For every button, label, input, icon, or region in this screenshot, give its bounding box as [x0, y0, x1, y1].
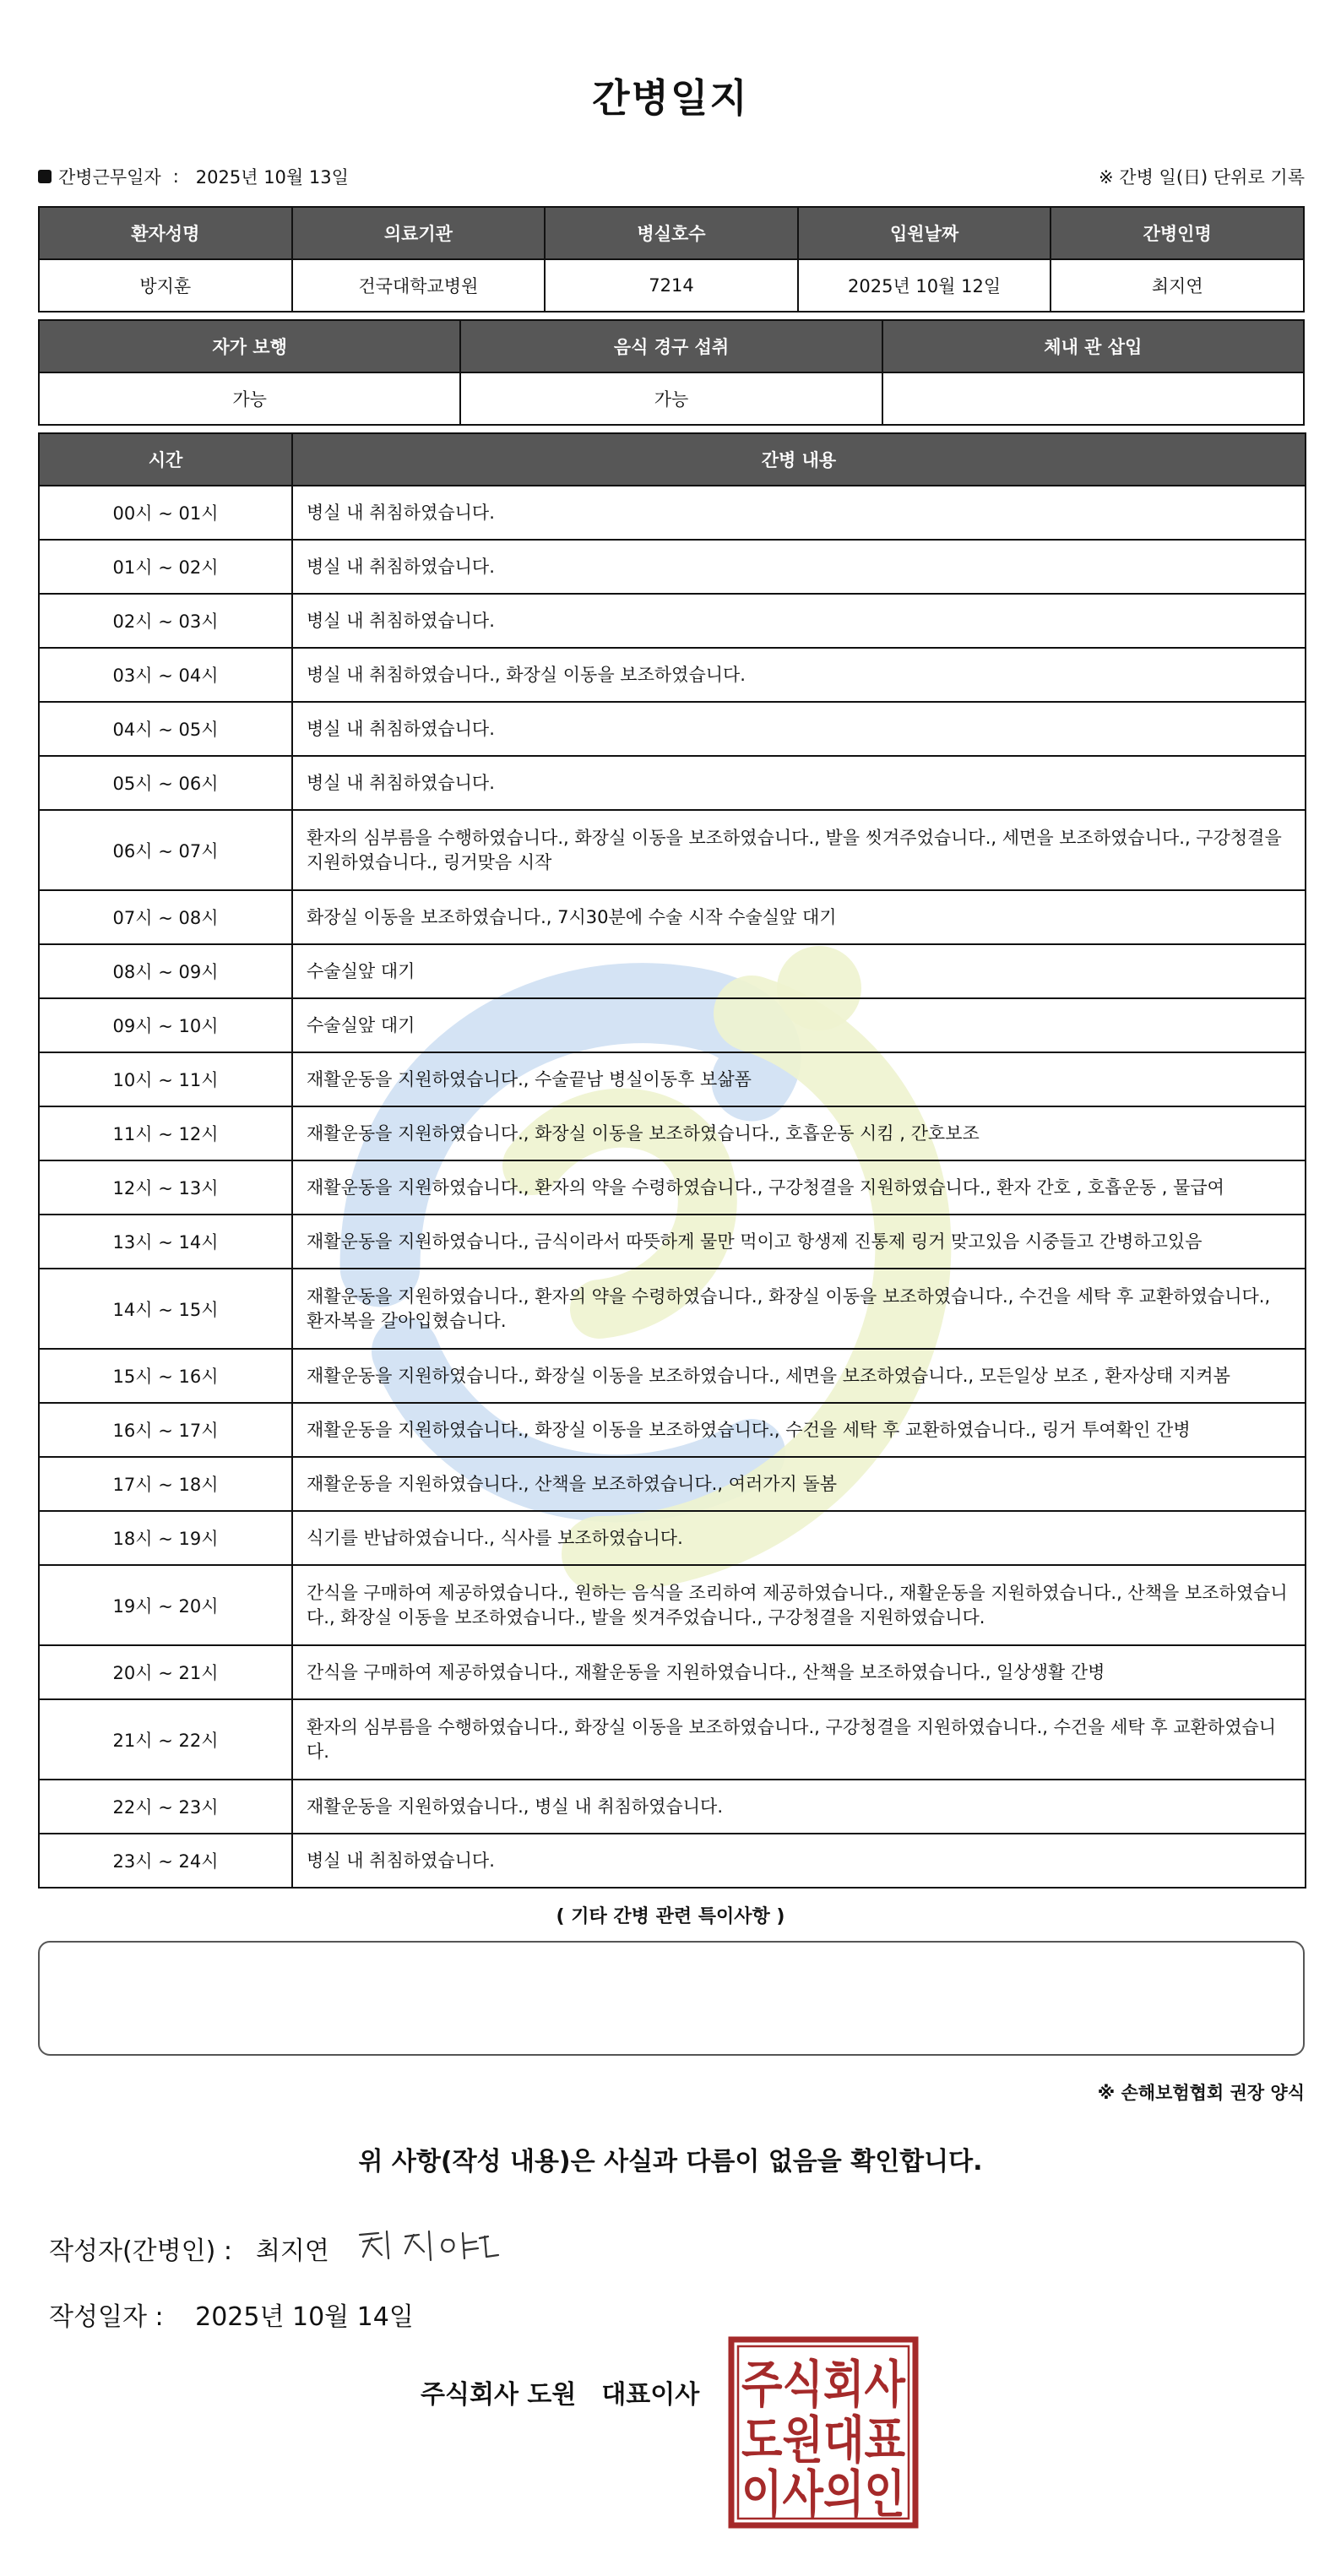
time-cell: 01시 ~ 02시: [39, 540, 292, 594]
time-cell: 10시 ~ 11시: [39, 1052, 292, 1106]
written-date-value: 2025년 10월 14일: [195, 2302, 414, 2332]
content-cell: 수술실앞 대기: [292, 998, 1306, 1052]
content-cell: 화장실 이동을 보조하였습니다., 7시30분에 수술 시작 수술실앞 대기: [292, 890, 1306, 944]
svg-text:이사의인: 이사의인: [741, 2465, 905, 2524]
time-cell: 07시 ~ 08시: [39, 890, 292, 944]
record-unit-note: ※ 간병 일(日) 단위로 기록: [1099, 167, 1305, 187]
content-cell: 간식을 구매하여 제공하였습니다., 원하는 음식을 조리하여 제공하였습니다., 재활운동을 지원하였습니다., 산책을 보조하였습니다., 화장실 이동을 보조하였습니다., 발을 씻겨주었습니다., 구강청결을 지원하였습니다.: [292, 1565, 1306, 1645]
content-cell: 수술실앞 대기: [292, 944, 1306, 998]
table-row: [39, 1403, 1306, 1457]
table-row: [39, 1645, 1306, 1699]
header-patient-name: 환자성명: [39, 207, 292, 259]
table-row: [39, 756, 1306, 810]
header-time: 시간: [39, 433, 292, 486]
content-cell: 병실 내 취침하였습니다., 화장실 이동을 보조하였습니다.: [292, 648, 1306, 702]
content-cell: 재활운동을 지원하였습니다., 수술끝남 병실이동후 보삶폼: [292, 1052, 1306, 1106]
patient-status-value-row: [39, 372, 1304, 425]
table-row: [39, 486, 1306, 540]
company-seal-stamp: [728, 2336, 919, 2529]
time-cell: 03시 ~ 04시: [39, 648, 292, 702]
table-row: [39, 1565, 1306, 1645]
caregiver-name-value: 최지연: [1051, 259, 1304, 312]
work-date-colon: :: [172, 166, 179, 187]
patient-info-value-row: [39, 259, 1304, 312]
company-signature-line: [421, 2373, 699, 2410]
header-admission-date: 입원날짜: [798, 207, 1051, 259]
care-log-table: [38, 432, 1306, 1889]
table-row: [39, 1106, 1306, 1160]
bullet-square-icon: [38, 170, 52, 183]
time-cell: 16시 ~ 17시: [39, 1403, 292, 1457]
header-oral-intake: 음식 경구 섭취: [460, 320, 882, 372]
content-cell: 재활운동을 지원하였습니다., 병실 내 취침하였습니다.: [292, 1780, 1306, 1834]
content-cell: 재활운동을 지원하였습니다., 화장실 이동을 보조하였습니다., 세면을 보조하였습니다., 모든일상 보조 , 환자상태 지켜봄: [292, 1349, 1306, 1403]
remarks-title: ( 기타 간병 관련 특이사항 ): [556, 1906, 785, 1927]
content-cell: 병실 내 취침하였습니다.: [292, 594, 1306, 648]
self-walking-value: 가능: [39, 372, 460, 425]
content-cell: 재활운동을 지원하였습니다., 화장실 이동을 보조하였습니다., 수건을 세탁 후 교환하였습니다., 링거 투여확인 간병: [292, 1403, 1306, 1457]
table-row: [39, 1780, 1306, 1834]
time-cell: 04시 ~ 05시: [39, 702, 292, 756]
table-row: [39, 1457, 1306, 1511]
time-cell: 20시 ~ 21시: [39, 1645, 292, 1699]
writer-label: 작성자(간병인) :: [49, 2236, 232, 2266]
svg-text:도원대표: 도원대표: [741, 2411, 906, 2470]
content-cell: 식기를 반납하였습니다., 식사를 보조하였습니다.: [292, 1511, 1306, 1565]
time-cell: 09시 ~ 10시: [39, 998, 292, 1052]
content-cell: 재활운동을 지원하였습니다., 화장실 이동을 보조하였습니다., 호흡운동 시킴 , 간호보조: [292, 1106, 1306, 1160]
header-hospital: 의료기관: [292, 207, 546, 259]
content-cell: 환자의 심부름을 수행하였습니다., 화장실 이동을 보조하였습니다., 구강청결을 지원하였습니다., 수건을 세탁 후 교환하였습니다.: [292, 1699, 1306, 1780]
meta-row: [38, 164, 1305, 189]
time-cell: 13시 ~ 14시: [39, 1215, 292, 1269]
remarks-box: [38, 1941, 1305, 2056]
time-cell: 22시 ~ 23시: [39, 1780, 292, 1834]
writer-row: [49, 2230, 329, 2267]
patient-status-header-row: [39, 320, 1304, 372]
content-cell: 병실 내 취침하였습니다.: [292, 486, 1306, 540]
table-row: [39, 1349, 1306, 1403]
writer-name: 최지연: [255, 2236, 329, 2266]
document-title: 간병일지: [592, 75, 749, 121]
content-cell: 간식을 구매하여 제공하였습니다., 재활운동을 지원하였습니다., 산책을 보조하였습니다., 일상생활 간병: [292, 1645, 1306, 1699]
content-cell: 병실 내 취침하였습니다.: [292, 756, 1306, 810]
table-row: [39, 1160, 1306, 1215]
content-cell: 재활운동을 지원하였습니다., 환자의 약을 수령하였습니다., 화장실 이동을 보조하였습니다., 수건을 세탁 후 교환하였습니다., 환자복을 갈아입혔습니다.: [292, 1269, 1306, 1349]
recommend-note: ※ 손해보험협회 권장 양식: [1097, 2083, 1305, 2103]
content-cell: 재활운동을 지원하였습니다., 환자의 약을 수령하였습니다., 구강청결을 지원하였습니다., 환자 간호 , 호흡운동 , 물급여: [292, 1160, 1306, 1215]
confirmation-statement: 위 사항(작성 내용)은 사실과 다름이 없음을 확인합니다.: [358, 2147, 983, 2177]
header-tube-insertion: 체내 관 삽입: [882, 320, 1304, 372]
time-cell: 19시 ~ 20시: [39, 1565, 292, 1645]
written-date-row: [49, 2296, 414, 2333]
time-cell: 02시 ~ 03시: [39, 594, 292, 648]
time-cell: 00시 ~ 01시: [39, 486, 292, 540]
care-log-header-row: [39, 433, 1306, 486]
table-row: [39, 1511, 1306, 1565]
table-row: [39, 1699, 1306, 1780]
work-date-value: 2025년 10월 13일: [195, 167, 349, 187]
table-row: [39, 594, 1306, 648]
header-self-walking: 자가 보행: [39, 320, 460, 372]
table-row: [39, 944, 1306, 998]
work-date-label: 간병근무일자: [58, 167, 161, 187]
time-cell: 05시 ~ 06시: [39, 756, 292, 810]
time-cell: 06시 ~ 07시: [39, 810, 292, 890]
header-caregiver-name: 간병인명: [1051, 207, 1304, 259]
table-row: [39, 1052, 1306, 1106]
work-date: [38, 164, 349, 189]
patient-name-value: 방지훈: [39, 259, 292, 312]
table-row: [39, 1269, 1306, 1349]
table-row: [39, 1834, 1306, 1888]
admission-date-value: 2025년 10월 12일: [798, 259, 1051, 312]
time-cell: 11시 ~ 12시: [39, 1106, 292, 1160]
table-row: [39, 540, 1306, 594]
table-row: [39, 998, 1306, 1052]
time-cell: 12시 ~ 13시: [39, 1160, 292, 1215]
patient-status-table: [38, 319, 1305, 426]
table-row: [39, 648, 1306, 702]
time-cell: 18시 ~ 19시: [39, 1511, 292, 1565]
patient-info-header-row: [39, 207, 1304, 259]
content-cell: 병실 내 취침하였습니다.: [292, 702, 1306, 756]
time-cell: 21시 ~ 22시: [39, 1699, 292, 1780]
oral-intake-value: 가능: [460, 372, 882, 425]
svg-text:주식회사: 주식회사: [741, 2356, 906, 2415]
time-cell: 15시 ~ 16시: [39, 1349, 292, 1403]
time-cell: 23시 ~ 24시: [39, 1834, 292, 1888]
company-name: 주식회사 도원: [421, 2380, 577, 2410]
header-care-content: 간병 내용: [292, 433, 1306, 486]
content-cell: 환자의 심부름을 수행하였습니다., 화장실 이동을 보조하였습니다., 발을 씻겨주었습니다., 세면을 보조하였습니다., 구강청결을 지원하였습니다., 링거맞음 시작: [292, 810, 1306, 890]
time-cell: 14시 ~ 15시: [39, 1269, 292, 1349]
patient-info-table: [38, 206, 1305, 312]
table-row: [39, 1215, 1306, 1269]
content-cell: 병실 내 취침하였습니다.: [292, 540, 1306, 594]
content-cell: 병실 내 취침하였습니다.: [292, 1834, 1306, 1888]
handwritten-signature: [353, 2220, 505, 2270]
table-row: [39, 702, 1306, 756]
table-row: [39, 810, 1306, 890]
company-title: 대표이사: [601, 2380, 700, 2410]
written-date-label: 작성일자 :: [49, 2302, 164, 2332]
time-cell: 17시 ~ 18시: [39, 1457, 292, 1511]
time-cell: 08시 ~ 09시: [39, 944, 292, 998]
room-number-value: 7214: [545, 259, 798, 312]
content-cell: 재활운동을 지원하였습니다., 금식이라서 따뜻하게 물만 먹이고 항생제 진통제 링거 맞고있음 시중들고 간병하고있음: [292, 1215, 1306, 1269]
content-cell: 재활운동을 지원하였습니다., 산책을 보조하였습니다., 여러가지 돌봄: [292, 1457, 1306, 1511]
header-room-number: 병실호수: [545, 207, 798, 259]
tube-insertion-value: [882, 372, 1304, 425]
hospital-value: 건국대학교병원: [292, 259, 546, 312]
table-row: [39, 890, 1306, 944]
